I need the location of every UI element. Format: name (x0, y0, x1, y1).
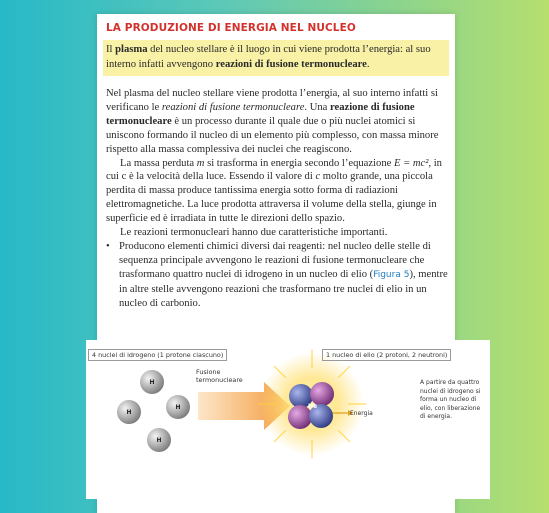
label-helium: 1 nucleo di elio (2 protoni, 2 neutroni) (322, 349, 451, 361)
bullet-dot: • (106, 240, 110, 252)
hydrogen-nucleus-4: H (147, 428, 171, 452)
paragraph-1 (106, 87, 451, 157)
p2-text-1: La massa perduta (120, 157, 197, 169)
fusion-label: Fusione termonucleare (196, 368, 243, 384)
hl-bold-plasma: plasma (115, 44, 148, 55)
helium-symbol: He (308, 403, 318, 410)
highlight-text (106, 42, 451, 72)
p1-italic: reazioni di fusione termonucleare (161, 101, 305, 113)
bullet-text-1: Producono elementi chimici diversi dai reagenti: nel nucleo delle stelle di sequenza principale avvengono le reazioni di fusione termonucleare che trasformano quattro nuclei di idrogeno in un nucleo di elio ( (119, 240, 431, 280)
p2-c-symbol: c (315, 171, 321, 183)
section-title: LA PRODUZIONE DI ENERGIA NEL NUCLEO (106, 22, 356, 34)
hl-text-2: del nucleo stellare è il luogo in cui viene prodotta l’energia: al suo interno infatti avvengono (106, 44, 431, 70)
label-hydrogen: 4 nuclei di idrogeno (1 protone ciascuno) (88, 349, 227, 361)
p2-mass-symbol: m (196, 157, 205, 169)
p1-text-3: è un processo durante il quale due o più nuclei atomici si uniscono formando il nucleo di un elemento più complesso, con massa minore rispetto alla massa complessiva dei nuclei che reagiscono. (106, 115, 439, 155)
bullet-text-2: ), mentre in altre stelle avvengono reazioni che trasformano tre nuclei di elio in un nucleo di carbonio. (119, 268, 448, 309)
figure-5 (86, 340, 490, 499)
p2-equation: E = mc² (393, 157, 429, 169)
energy-label: Energia (350, 410, 373, 417)
hl-text-3: . (366, 59, 370, 70)
figure-caption-note: A partire da quattro nuclei di idrogeno si forma un nucleo di elio, con liberazione di energia. (420, 379, 481, 421)
p1-text-2: . Una (304, 101, 331, 113)
hydrogen-nucleus-1: H (140, 370, 164, 394)
p1-bold: reazione di fusione termonucleare (106, 101, 415, 127)
figure-link[interactable]: Figura 5 (373, 269, 410, 280)
bullet-text (119, 240, 451, 311)
p2-text-4: molto grande, una piccola perdita di massa produce tantissima energia sotto forma di radiazioni elettromagnetiche. La luce prodotta attraversa il volume della stella, giunge in superficie ed è irradiata in tutte le direzioni dello spazio. (106, 171, 437, 225)
hydrogen-nucleus-2: H (117, 400, 141, 424)
paragraph-2 (106, 157, 451, 227)
hl-bold-reazioni: reazioni di fusione termonucleare (215, 59, 367, 70)
p2-text-3: , in cui c è la velocità della luce. Essendo il valore di (106, 157, 442, 183)
hl-text-1: Il (106, 44, 116, 55)
bullet-item (106, 240, 451, 311)
paragraph-3: Le reazioni termonucleari hanno due caratteristiche importanti. (120, 227, 388, 239)
hydrogen-nucleus-3: H (166, 395, 190, 419)
p2-text-2: si trasforma in energia secondo l’equazione (204, 157, 394, 169)
p1-text-1: Nel plasma del nucleo stellare viene prodotta l’energia, al suo interno infatti si verificano le (106, 88, 438, 113)
body-text (106, 87, 451, 311)
